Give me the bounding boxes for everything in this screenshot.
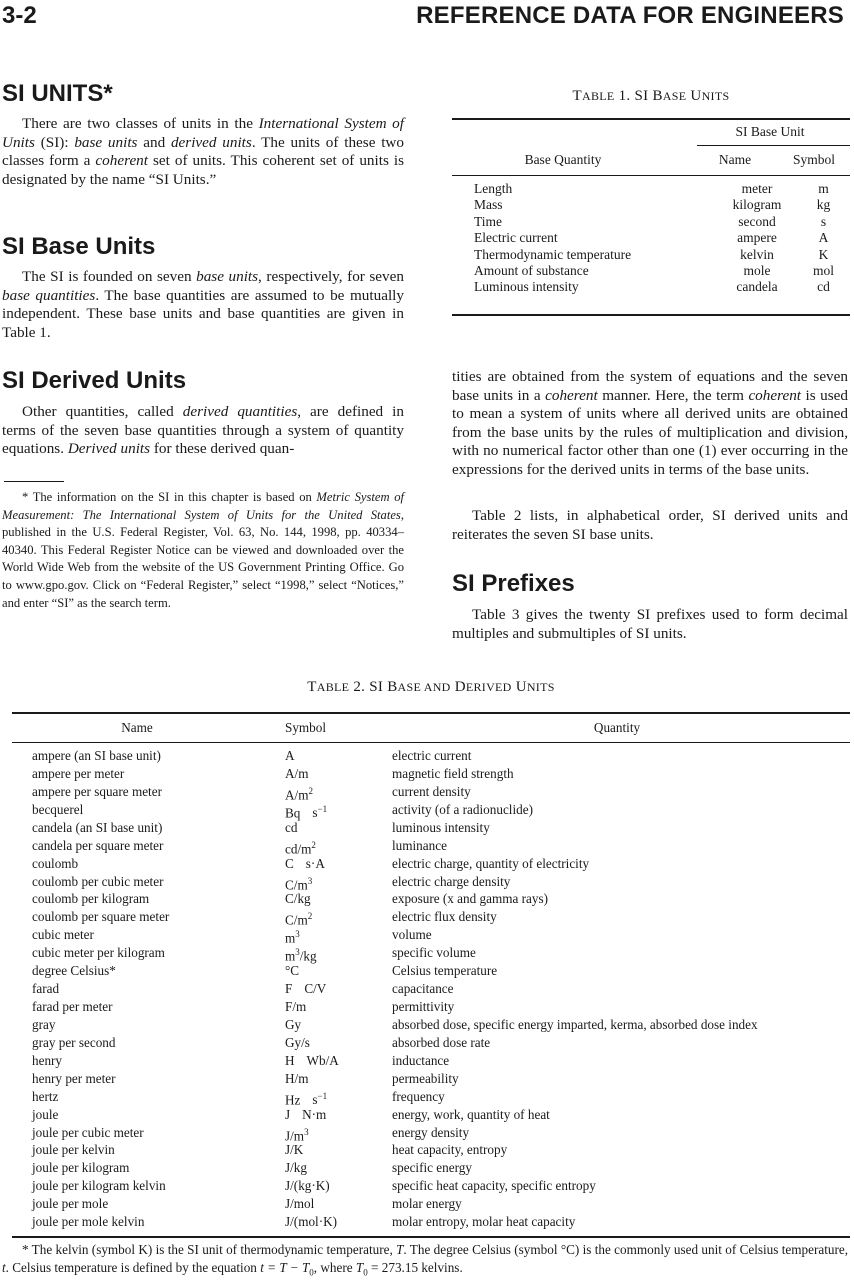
table2-cell-symbol: $m^3/kg$	[285, 947, 317, 964]
table2-row	[12, 890, 850, 908]
table2-cell-name: joule per kilogram kelvin	[32, 1178, 166, 1194]
footnote-si-source: * The information on the SI in this chapter is based on Metric System of Measurement: The International System of Units for the United States, published in the U.S. Federal Register, Vol. 63, No. 144, 1998, pp. 40334–40340. This Federal Register Notice can be viewed and downloaded over the World Wide Web from the website of the US Government Printing Office. Go to www.gpo.gov. Click on “Federal Register,” select “1998,” select “Notices,” and enter “SI” as the search term.	[2, 490, 404, 610]
table2-cell-quantity: frequency	[392, 1088, 445, 1104]
right-paragraph-table2: Table 2 lists, in alphabetical order, SI derived units and reiterates the seven SI base units.	[452, 507, 848, 543]
table2-cell-name: ampere (an SI base unit)	[32, 748, 161, 763]
table2-row	[12, 980, 850, 998]
table1-row	[452, 181, 850, 197]
running-title: REFERENCE DATA FOR ENGINEERS	[416, 2, 844, 29]
table1-top-rule	[452, 118, 850, 120]
table2-cell-symbol: °C	[285, 963, 300, 979]
table2-cell-quantity: luminous intensity	[392, 819, 490, 835]
table1-bottom-rule	[452, 314, 850, 316]
table2-cell-name: joule per mole	[32, 1196, 109, 1212]
si-derived-units-paragraph: Other quantities, called derived quantities, are defined in terms of the seven base quantities through a system of quantity equations. Derived units for these derived quan-	[2, 403, 404, 458]
table2-cell-symbol: $C/m^2$	[285, 911, 313, 928]
table1-row	[452, 197, 850, 213]
table1-caption: TABLE 1. SI BASE UNITS	[572, 88, 730, 104]
table2-cell-quantity: permeability	[392, 1070, 459, 1086]
table2-cell-name: joule per cubic meter	[32, 1124, 144, 1140]
table2-cell-quantity: energy density	[392, 1124, 470, 1140]
table2-cell-symbol: $cd/m^2$	[285, 839, 316, 857]
table2-cell-quantity: capacitance	[392, 981, 454, 997]
table1-cell-symbol: mol	[812, 263, 834, 279]
table1-cell-name: ampere	[737, 230, 777, 246]
table2-cell-quantity: molar entropy, molar heat capacity	[392, 1214, 576, 1230]
table2-cell-symbol: $C/m^3$	[285, 875, 313, 892]
table1-cell-name: meter	[741, 181, 773, 196]
table2-cell-quantity: exposure (x and gamma rays)	[392, 891, 548, 907]
table1-cell-name: kelvin	[740, 246, 774, 262]
table2-cell-quantity: electric flux density	[392, 909, 497, 925]
table2-cell-quantity: absorbed dose, specific energy imparted, kerma, absorbed dose index	[392, 1016, 758, 1032]
table2-cell-symbol: J/(kg·K)	[285, 1178, 330, 1194]
table1-cell-symbol: cd	[817, 279, 830, 295]
table2-bottom-rule	[12, 1236, 850, 1238]
table2-row	[12, 765, 850, 783]
table2-cell-name: ampere per meter	[32, 765, 125, 781]
table1-col-quantity: Base Quantity	[524, 152, 602, 167]
table2-cell-quantity: heat capacity, entropy	[392, 1142, 508, 1158]
table2-row	[12, 1034, 850, 1052]
table2-cell-name: coulomb	[32, 855, 79, 871]
table2-row	[12, 1213, 850, 1231]
table2-cell-quantity: specific energy	[392, 1160, 472, 1176]
table1-cell-name: second	[738, 213, 776, 229]
table2-cell-name: gray	[32, 1016, 56, 1032]
table2-cell-name: coulomb per kilogram	[32, 891, 150, 907]
table2-row	[12, 944, 850, 962]
table2-cell-symbol: $A/m^2$	[285, 785, 313, 803]
table2-row	[12, 1195, 850, 1213]
table2-cell-quantity: specific volume	[392, 945, 476, 961]
table2-row	[12, 1070, 850, 1088]
table2-cell-symbol: cd	[285, 819, 298, 835]
page-number: 3-2	[2, 2, 37, 29]
table1-cell-quantity: Length	[474, 181, 513, 196]
table2-cell-symbol: Hz $s^{-1}$	[285, 1090, 328, 1108]
table2-row	[12, 855, 850, 873]
table2-cell-quantity: magnetic field strength	[392, 765, 514, 781]
table1-cell-name: kilogram	[732, 197, 782, 213]
table2-cell-name: becquerel	[32, 801, 84, 817]
table1-cell-name: mole	[743, 263, 771, 279]
si-base-units-heading: SI Base Units	[2, 233, 156, 260]
table2-col-quantity: Quantity	[593, 720, 641, 735]
table1-cell-symbol: s	[820, 213, 827, 229]
table2-row	[12, 1177, 850, 1195]
table2-cell-name: candela per square meter	[32, 837, 164, 853]
si-prefixes-heading: SI Prefixes	[452, 570, 575, 597]
right-paragraph-coherent: tities are obtained from the system of equations and the seven base units in a coherent manner. Here, the term coherent is used to mean a system of units where all derived units are obtained from the base units by the rules of multiplication and division, with no numerical factor other than one (1) ever occurring in the expressions for the derived units in terms of the base units.	[452, 368, 849, 478]
table2-cell-symbol: Gy	[285, 1016, 302, 1032]
table2-cell-symbol: Gy/s	[285, 1034, 310, 1050]
table1-cell-name: candela	[736, 279, 778, 295]
table1-row	[452, 263, 850, 279]
table2-cell-symbol: J N·m	[285, 1106, 327, 1122]
table1-cell-quantity: Mass	[474, 197, 503, 213]
table2-cell-name: degree Celsius*	[32, 963, 116, 979]
table2-cell-quantity: specific heat capacity, specific entropy	[392, 1178, 596, 1194]
table2-cell-quantity: current density	[392, 783, 471, 799]
table2-cell-quantity: absorbed dose rate	[392, 1034, 491, 1050]
table2-cell-name: henry per meter	[32, 1070, 116, 1086]
table2-row	[12, 1159, 850, 1177]
footnote-separator	[4, 481, 64, 482]
table2-cell-symbol: $J/m^3$	[285, 1126, 309, 1143]
table2-cell-symbol: F C/V	[285, 981, 327, 997]
table2-row	[12, 1124, 850, 1142]
si-base-units-paragraph: The SI is founded on seven base units, respectively, for seven base quantities. The base quantities are assumed to be mutually independent. These base units and base quantities are given in Table 1.	[2, 268, 404, 341]
table2-cell-quantity: activity (of a radionuclide)	[392, 801, 533, 817]
table1-cell-symbol: kg	[816, 197, 831, 213]
table2-row	[12, 1052, 850, 1070]
running-header	[0, 0, 854, 40]
table2-cell-quantity: energy, work, quantity of heat	[392, 1106, 550, 1122]
table2-row	[12, 819, 850, 837]
table2-cell-quantity: permittivity	[392, 999, 455, 1015]
table2-cell-symbol: A/m	[285, 765, 309, 781]
table2-cell-symbol: F/m	[285, 999, 307, 1015]
table2-cell-symbol: C s·A	[285, 855, 325, 871]
table2-cell-name: cubic meter	[32, 927, 94, 943]
table2-cell-name: hertz	[32, 1088, 59, 1104]
table2-col-symbol: Symbol	[285, 720, 327, 735]
table2-cell-name: farad	[32, 981, 60, 997]
table1-row	[452, 230, 850, 246]
table2-row	[12, 747, 850, 765]
table2-cell-quantity: molar energy	[392, 1196, 462, 1212]
table2-row	[12, 783, 850, 801]
table2-cell-name: coulomb per square meter	[32, 909, 170, 925]
table2-cell-symbol: A	[285, 748, 295, 763]
table1-row	[452, 214, 850, 230]
table2-top-rule	[12, 712, 850, 714]
table2-row	[12, 873, 850, 891]
table2-row	[12, 1088, 850, 1106]
table1-cell-quantity: Electric current	[474, 230, 558, 246]
table2-row	[12, 801, 850, 819]
table1-col-symbol: Symbol	[792, 152, 835, 167]
table1-cell-quantity: Amount of substance	[474, 263, 589, 279]
table2-row	[12, 1106, 850, 1124]
table2-cell-symbol: J/K	[285, 1142, 304, 1158]
table2-row	[12, 962, 850, 980]
table2-cell-quantity: electric current	[392, 748, 472, 763]
table2-cell-symbol: H Wb/A	[285, 1052, 339, 1068]
table2-cell-quantity: electric charge, quantity of electricity	[392, 855, 590, 871]
table2-cell-name: joule	[32, 1106, 59, 1122]
right-paragraph-prefixes: Table 3 gives the twenty SI prefixes used to form decimal multiples and submultiples of SI units.	[452, 606, 848, 642]
table1-body	[452, 181, 850, 296]
table2-row	[12, 998, 850, 1016]
table2-caption: TABLE 2. SI BASE AND DERIVED UNITS	[307, 679, 555, 695]
table2-cell-name: joule per kelvin	[32, 1142, 115, 1158]
table1-cell-symbol: A	[818, 230, 829, 246]
table2-cell-quantity: volume	[392, 927, 432, 943]
table2-cell-symbol: J/kg	[285, 1160, 307, 1176]
table1-header-rule	[452, 175, 850, 176]
table2-cell-quantity: electric charge density	[392, 873, 511, 889]
table2-cell-name: ampere per square meter	[32, 783, 162, 799]
table1-group-header: SI Base Unit	[735, 124, 805, 139]
si-units-heading: SI UNITS*	[2, 80, 113, 107]
footnote-celsius: * The kelvin (symbol K) is the SI unit of thermodynamic temperature, T. The degree Celsius (symbol °C) is the commonly used unit of Celsius temperature, t. Celsius temperature is defined by the equation $t = T - T_0$, where $T_0 = 273.15$ kelvins.	[2, 1242, 849, 1278]
table1-cell-quantity: Thermodynamic temperature	[474, 246, 632, 262]
table2-cell-name: joule per mole kelvin	[32, 1214, 145, 1230]
table1-col-name: Name	[718, 152, 752, 167]
table2-cell-symbol: J/mol	[285, 1196, 315, 1212]
table2-row	[12, 837, 850, 855]
table2-row	[12, 1141, 850, 1159]
table2-cell-name: candela (an SI base unit)	[32, 819, 163, 835]
table2-cell-name: cubic meter per kilogram	[32, 945, 165, 961]
table2-cell-quantity: Celsius temperature	[392, 963, 498, 979]
table1-cell-symbol: m	[818, 181, 829, 196]
table2-cell-quantity: luminance	[392, 837, 447, 853]
table2-row	[12, 908, 850, 926]
table2-cell-name: coulomb per cubic meter	[32, 873, 164, 889]
table2-cell-name: gray per second	[32, 1034, 116, 1050]
table2-cell-name: joule per kilogram	[32, 1160, 130, 1176]
table2-header-rule	[12, 742, 850, 743]
table2-cell-symbol: C/kg	[285, 891, 311, 907]
si-derived-units-heading: SI Derived Units	[2, 367, 187, 394]
si-units-paragraph: There are two classes of units in the International System of Units (SI): base units and derived units. The units of these two classes form a coherent set of units. This coherent set of units is designated by the name “SI Units.”	[2, 115, 404, 188]
table2-cell-name: henry	[32, 1052, 63, 1068]
table2-col-name: Name	[121, 720, 153, 735]
table2-cell-quantity: inductance	[392, 1052, 450, 1068]
table2-cell-symbol: $m^3$	[285, 929, 300, 946]
table2-cell-symbol: J/(mol·K)	[285, 1214, 338, 1230]
table1-cell-symbol: K	[818, 246, 829, 262]
table2-cell-name: farad per meter	[32, 999, 113, 1015]
table2-cell-symbol: Bq $s^{-1}$	[285, 803, 328, 821]
table1-cell-quantity: Luminous intensity	[474, 279, 579, 295]
table2-cell-symbol: H/m	[285, 1070, 309, 1086]
table2-row	[12, 1016, 850, 1034]
table1-row	[452, 247, 850, 263]
table1-group-rule	[697, 145, 850, 146]
table1-row	[452, 279, 850, 295]
table1-cell-quantity: Time	[474, 213, 503, 229]
table2-row	[12, 926, 850, 944]
